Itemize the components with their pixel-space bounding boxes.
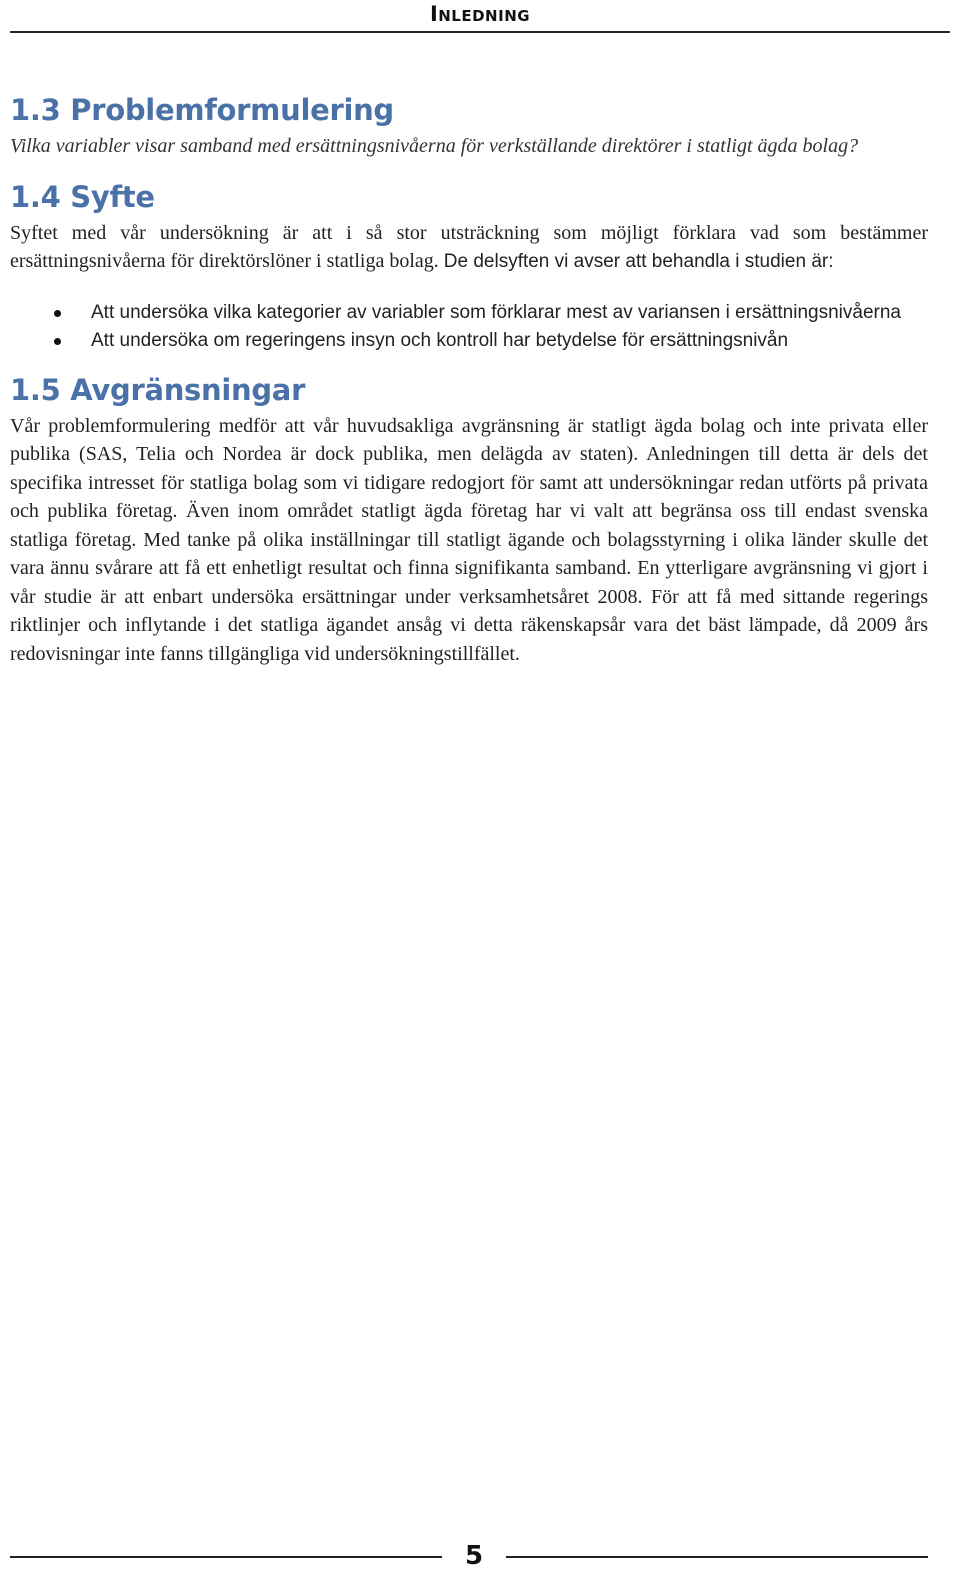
purpose-paragraph xyxy=(10,219,928,277)
section-problemformulering xyxy=(10,88,928,161)
footer-rule-left xyxy=(10,1556,442,1558)
delimitations-paragraph: Vår problemformulering medför att vår huvudsakliga avgränsning är statligt ägda bolag och inte privata eller publika (SAS, Telia och Nordea är dock publika, men delägda av staten). Anledningen till detta är dels det specifika intresset för statliga bolag som vi tidigare redogjort för samt att undersökningar redan utförts på privata och publika företag. Även inom området statligt ägda företag har vi valt att begränsa oss till endast svenska statliga företag. Med tanke på olika inställningar till statligt ägande och bolagsstyrning i olika länder skulle det vara ännu svårare att få ett enhetligt resultat och finna signifikanta samband. En ytterligare avgränsning vi gjort i vår studie är att enbart undersöka ersättningar under verksamhetsåret 2008. För att få med sittande regerings riktlinjer och inflytande i det statliga ägandet ansåg vi detta räkenskapsår vara det bäst lämpade, då 2009 års redovisningar inte fanns tillgängliga vid undersökningstillfället. xyxy=(10,414,928,665)
list-item xyxy=(10,327,928,356)
purpose-main-text: Syftet med vår undersökning är att i så stor utsträckning som möjligt förklara vad som bestämmer ersättningsnivåerna för direktörslöner i statliga bolag. xyxy=(10,221,928,272)
page-number: 5 xyxy=(464,1541,484,1571)
purpose-sub-text: De delsyften vi avser att behandla i studien är: xyxy=(443,251,834,272)
aim-text: Att undersöka vilka kategorier av variabler som förklarar mest av variansen i ersättningsnivåerna xyxy=(91,301,901,323)
bullet-icon xyxy=(54,310,61,317)
research-question: Vilka variabler visar samband med ersättningsnivåerna för verkställande direktörer i statligt ägda bolag? xyxy=(10,135,859,157)
page-content xyxy=(10,88,928,668)
running-header: Inledning xyxy=(429,2,531,26)
aims-list xyxy=(10,299,928,356)
header-rule xyxy=(10,31,950,33)
aim-text: Att undersöka om regeringens insyn och kontroll har betydelse för ersättningsnivån xyxy=(91,330,789,351)
section-syfte xyxy=(10,175,928,356)
section-heading-1-3: 1.3 Problemformulering xyxy=(10,93,394,127)
section-heading-1-4: 1.4 Syfte xyxy=(10,179,155,214)
list-item xyxy=(10,299,928,328)
footer-rule-right xyxy=(506,1556,928,1558)
section-avgransningar xyxy=(10,368,928,669)
bullet-icon xyxy=(54,338,61,345)
section-heading-1-5: 1.5 Avgränsningar xyxy=(10,372,306,407)
